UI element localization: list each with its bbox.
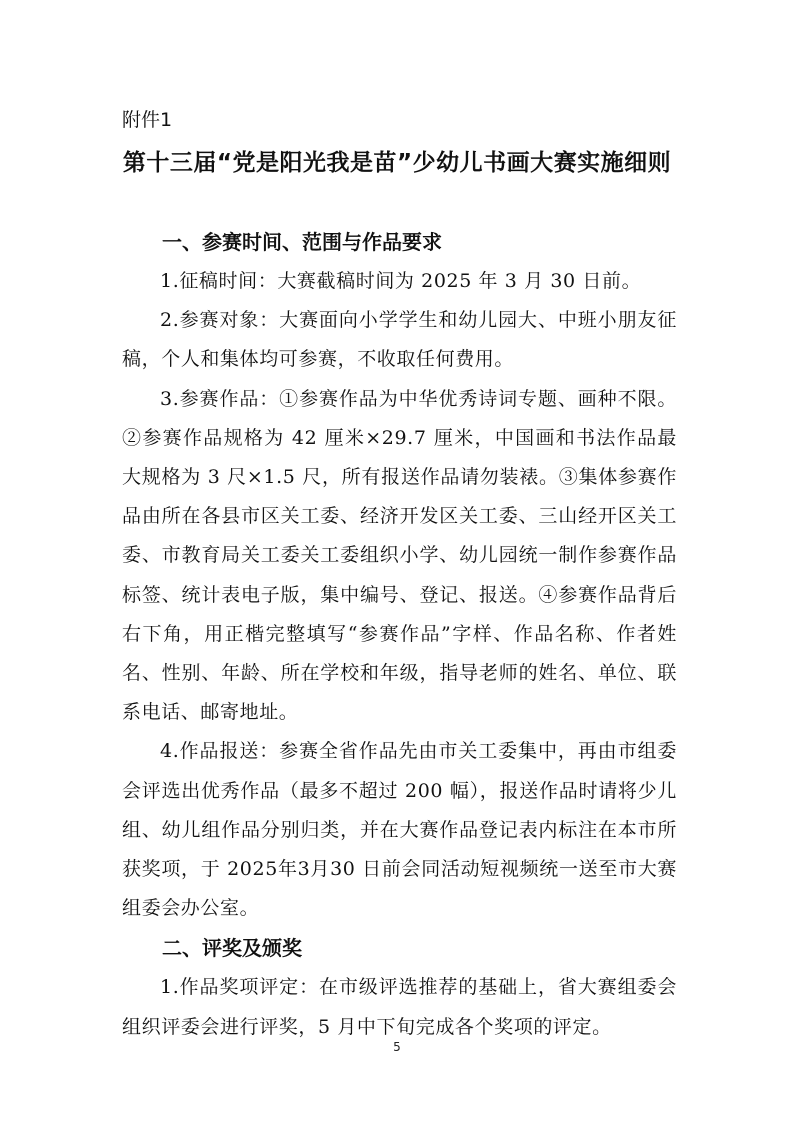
document-title: 第十三届“党是阳光我是苗”少幼儿书画大赛实施细则 — [122, 150, 672, 176]
section-heading: 一、参赛时间、范围与作品要求 — [162, 230, 442, 254]
page-number: 5 — [393, 1040, 401, 1054]
paragraph-participants: 2.参赛对象：大赛面向小学学生和幼儿园大、中班小朋友征稿，个人和集体均可参赛，不收取任何费用。 — [122, 309, 677, 371]
attachment-label: 附件1 — [122, 109, 173, 131]
paragraph-award-evaluation: 1.作品奖项评定：在市级评选推荐的基础上，省大赛组委会组织评委会进行评奖，5 月中下旬完成各个奖项的评定。 — [122, 976, 677, 1038]
section-awards — [122, 928, 677, 1046]
section-heading: 二、评奖及颁奖 — [162, 936, 302, 961]
paragraph-entry-requirements: 3.参赛作品：①参赛作品为中华优秀诗词专题、画种不限。②参赛作品规格为 42 厘米×29.7 厘米，中国画和书法作品最大规格为 3 尺×1.5 尺，所有报送作品请勿装裱。③集体参赛作品由所在各县市区关工委、经济开发区关工委、三山经开区关工委、市教育局关工委关工委组织小学、幼儿园统一制作参赛作品标签、统计表电子版，集中编号、登记、报送。④参赛作品背后右下角，用正楷完整填写“参赛作品”字样、作品名称、作者姓名、性别、年龄、所在学校和年级，指导老师的姓名、单位、联系电话、邮寄地址。 — [122, 387, 677, 724]
paragraph-submission-process: 4.作品报送：参赛全省作品先由市关工委集中，再由市组委会评选出优秀作品（最多不超过 200 幅），报送作品时请将少儿组、幼儿组作品分别归类，并在大赛作品登记表内标注在本市所获奖项，于 2025年3月30 日前会同活动短视频统一送至市大赛组委会办公室。 — [122, 740, 677, 920]
section-participation — [122, 222, 677, 928]
paragraph-submission-deadline: 1.征稿时间：大赛截稿时间为 2025 年 3 月 30 日前。 — [160, 270, 642, 292]
document-body — [122, 222, 677, 1047]
